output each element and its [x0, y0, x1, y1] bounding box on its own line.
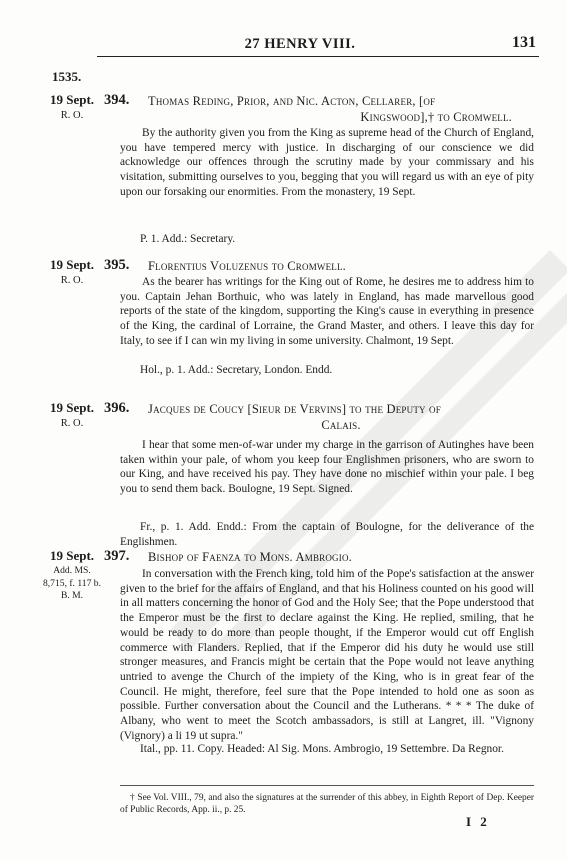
footnote-rule	[120, 785, 534, 786]
entry-date: 19 Sept.	[49, 400, 95, 415]
signature-mark: I 2	[466, 814, 490, 829]
entry-number: 394.	[104, 92, 130, 108]
entry-number: 396.	[104, 400, 130, 416]
entry-date: 19 Sept.	[49, 548, 95, 563]
entry-date: 19 Sept.	[49, 92, 95, 107]
entry-heading-line1: Bishop of Faenza to Mons. Ambrogio.	[148, 550, 352, 564]
entry-source: R. O.	[60, 110, 84, 121]
page-number: 131	[512, 34, 536, 51]
footnote: † See Vol. VIII., 79, and also the signatures at the surrender of this abbey, in Eighth Report of Dep. Keeper of Public Records, App. ii., p. 25.	[120, 793, 534, 815]
entry-heading	[148, 401, 534, 433]
entry-heading-line1: Jacques de Coucy [Sieur de Vervins] to the Deputy of	[148, 402, 441, 416]
entry-heading	[148, 93, 534, 125]
entry-heading-line1: Thomas Reding, Prior, and Nic. Acton, Cellarer, [of	[148, 94, 436, 108]
entry-number: 395.	[104, 257, 130, 273]
entry-heading	[148, 549, 534, 565]
entry-heading-line1: Florentius Voluzenus to Cromwell.	[148, 259, 347, 273]
entry-number: 397.	[104, 548, 130, 564]
running-header-title: 27 HENRY VIII.	[244, 36, 356, 52]
header-rule	[97, 56, 539, 57]
entry-note: Fr., p. 1. Add. Endd.: From the captain of Boulogne, for the deliverance of the Englishmen.	[120, 521, 534, 548]
entry-heading-line2: Calais.	[321, 418, 361, 432]
entry-date: 19 Sept.	[49, 257, 95, 272]
entry-heading-line2: Kingswood],† to Cromwell.	[360, 110, 512, 124]
entry-body: As the bearer has writings for the King out of Rome, he desires me to address him to you. Captain Jehan Borthuic, who was lately in England, has made marvellous good reports of the state of the kingdom, supporting the King's cause in everything in presence of the King, the cardinal of Lorraine, the Grand Master, and others. I leave this day for Italy, to see if I can win my living in some university. Chalmont, 19 Sept.	[120, 276, 534, 347]
entry-note: Ital., pp. 11. Copy. Headed: Al Sig. Mons. Ambrogio, 19 Settembre. Da Regnor.	[140, 743, 504, 755]
entry-note: P. 1. Add.: Secretary.	[140, 233, 236, 245]
year-label: 1535.	[52, 69, 82, 84]
entry-heading	[148, 258, 534, 274]
entry-body: By the authority given you from the King as supreme head of the Church of England, you have tempered mercy with justice. In discharging of our conscience we did acknowledge our offences through the scrutiny made by your commissary and his visitation, submitting ourselves to you, begging that you will regard us with an eye of pity upon our forsaking our enormities. From the monastery, 19 Sept.	[120, 127, 534, 198]
entry-body: I hear that some men-of-war under my charge in the garrison of Autinghes have been taken within your pale, of whom you keep four Englishmen prisoners, who are sworn to our King, and have received his pay. They have done no mischief within your pale. I beg you to send them back. Boulogne, 19 Sept. Signed.	[120, 439, 534, 496]
entry-source: R. O.	[60, 418, 84, 429]
entry-source: R. O.	[60, 275, 84, 286]
entry-note: Hol., p. 1. Add.: Secretary, London. Endd.	[140, 364, 333, 376]
entry-body: In conversation with the French king, told him of the Pope's satisfaction at the answer given to the brief for the affairs of England, and that his Holiness counted on his good will in all matters concerning the honor of God and the Holy See; that the Pope understood that the Emperor must be the first to declare against the King. He replied, smiling, that he would be ready to do more than people thought, if the Emperor would cut off English commerce with Flanders. Replied, that if the Emperor did his duty he would use still stronger measures, and Francis might be certain that the Pope would not leave anything untried to avenge the Church of the impiety of the King, who is in great fear of the Council. He might, therefore, feel sure that the Pope intended to hold one as soon as possible. Further conversation about the Council and the Lutherans. * * * The duke of Albany, who went to meet the Scotch ambassadors, is still at Langret, ill. "Vignony (Vignory) a li 19 ut supra."	[120, 568, 534, 742]
entry-source: Add. MS. 8,715, f. 117 b. B. M.	[42, 565, 101, 601]
